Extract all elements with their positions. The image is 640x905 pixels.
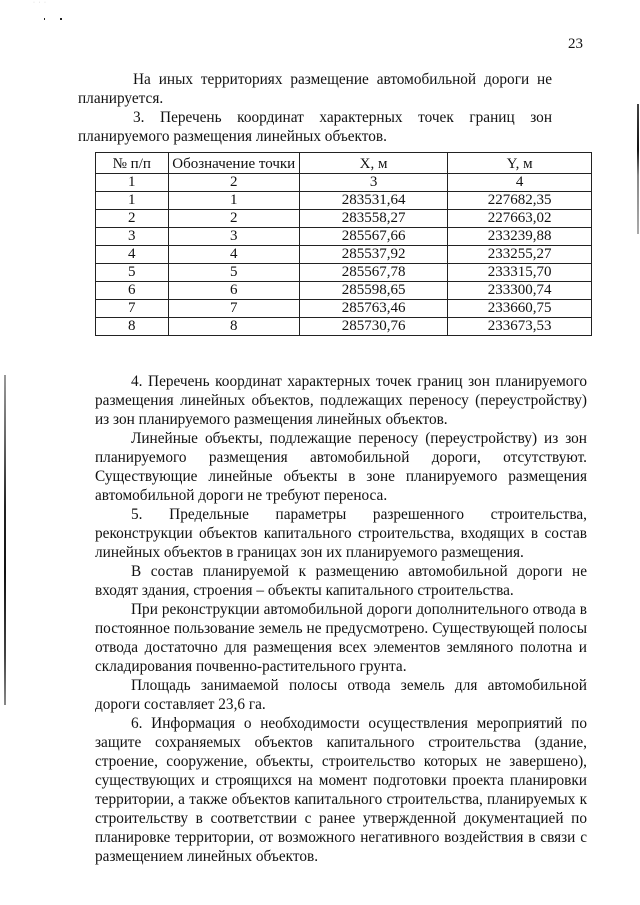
scan-edge-line-right — [637, 104, 639, 234]
table-row — [96, 192, 592, 210]
y-coordinate: 233660,75 — [448, 300, 592, 318]
header-y: Y, м — [448, 153, 592, 174]
table-row — [96, 264, 592, 282]
table-row — [96, 228, 592, 246]
point-designation: 2 — [168, 210, 299, 228]
x-coordinate: 283531,64 — [299, 192, 447, 210]
row-number: 1 — [96, 192, 169, 210]
x-coordinate: 285567,66 — [299, 228, 447, 246]
y-coordinate: 227663,02 — [448, 210, 592, 228]
y-coordinate: 233673,53 — [448, 318, 592, 336]
header-x: X, м — [299, 153, 447, 174]
row-number: 4 — [96, 246, 169, 264]
scan-artifact-mark — [60, 18, 62, 20]
paragraph-section-4-heading: 4. Перечень координат характерных точек границ зон планируемого размещения линейных объектов, подлежащих переносу (переустройству) из зон планируемого размещения линейных объектов. — [95, 373, 587, 428]
coordinates-table — [95, 152, 592, 336]
row-number: 3 — [96, 228, 169, 246]
x-coordinate: 283558,27 — [299, 210, 447, 228]
y-coordinate: 233255,27 — [448, 246, 592, 264]
y-coordinate: 233300,74 — [448, 282, 592, 300]
paragraph-no-other-territories: На иных территориях размещение автомобильной дороги не планируется. — [78, 71, 552, 107]
header-point-designation: Обозначение точки — [168, 153, 299, 174]
row-number: 5 — [96, 264, 169, 282]
row-number: 7 — [96, 300, 169, 318]
x-coordinate: 285567,78 — [299, 264, 447, 282]
paragraph-section-5-heading: 5. Предельные параметры разрешенного строительства, реконструкции объектов капитального строительства, входящих в состав линейных объектов в границах зон их планируемого размещения. — [95, 506, 587, 561]
column-number: 4 — [448, 174, 592, 192]
paragraph-right-of-way: При реконструкции автомобильной дороги дополнительного отвода в постоянное пользование земель не предусмотрено. Существующей полосы отвода достаточно для размещения всех элементов земляного полотна и складирования почвенно-растительного грунта. — [95, 601, 587, 675]
table-column-numbers-row — [96, 174, 592, 192]
header-number: № п/п — [96, 153, 169, 174]
intro-section — [78, 70, 552, 146]
paragraph-no-buildings: В состав планируемой к размещению автомобильной дороги не входят здания, строения – объекты капитального строительства. — [95, 563, 587, 599]
scan-artifact-mark — [44, 18, 45, 20]
x-coordinate: 285730,76 — [299, 318, 447, 336]
body-section — [95, 372, 587, 866]
scan-edge-line-left — [4, 375, 6, 705]
scan-artifact-dots: · · · — [33, 0, 47, 6]
paragraph-section-6-heading: 6. Информация о необходимости осуществления мероприятий по защите сохраняемых объектов капитального строительства (здание, строение, сооружение, объекты, строительство которых не завершено), существующих и строящихся на момент подготовки проекта планировки территории, а также объектов капитального строительства, планируемых к строительству в соответствии с ранее утвержденной документацией по планировке территории, от возможного негативного воздействия в связи с размещением линейных объектов. — [95, 715, 587, 865]
x-coordinate: 285763,46 — [299, 300, 447, 318]
y-coordinate: 233315,70 — [448, 264, 592, 282]
y-coordinate: 227682,35 — [448, 192, 592, 210]
table-row — [96, 210, 592, 228]
column-number: 3 — [299, 174, 447, 192]
x-coordinate: 285537,92 — [299, 246, 447, 264]
page-number: 23 — [568, 36, 583, 52]
x-coordinate: 285598,65 — [299, 282, 447, 300]
column-number: 2 — [168, 174, 299, 192]
paragraph-section-3-heading: 3. Перечень координат характерных точек границ зон планируемого размещения линейных объектов. — [78, 109, 552, 145]
point-designation: 3 — [168, 228, 299, 246]
point-designation: 4 — [168, 246, 299, 264]
point-designation: 1 — [168, 192, 299, 210]
row-number: 8 — [96, 318, 169, 336]
table-row — [96, 300, 592, 318]
row-number: 6 — [96, 282, 169, 300]
table-row — [96, 318, 592, 336]
point-designation: 6 — [168, 282, 299, 300]
point-designation: 8 — [168, 318, 299, 336]
paragraph-area: Площадь занимаемой полосы отвода земель для автомобильной дороги составляет 23,6 га. — [95, 677, 587, 713]
point-designation: 7 — [168, 300, 299, 318]
paragraph-no-relocation: Линейные объекты, подлежащие переносу (переустройству) из зон планируемого размещения автомобильной дороги, отсутствуют. Существующие линейные объекты в зоне планируемого размещения автомобильной дороги не требуют переноса. — [95, 430, 587, 504]
table-row — [96, 246, 592, 264]
point-designation: 5 — [168, 264, 299, 282]
column-number: 1 — [96, 174, 169, 192]
table-header-row — [96, 153, 592, 174]
table-row — [96, 282, 592, 300]
row-number: 2 — [96, 210, 169, 228]
y-coordinate: 233239,88 — [448, 228, 592, 246]
